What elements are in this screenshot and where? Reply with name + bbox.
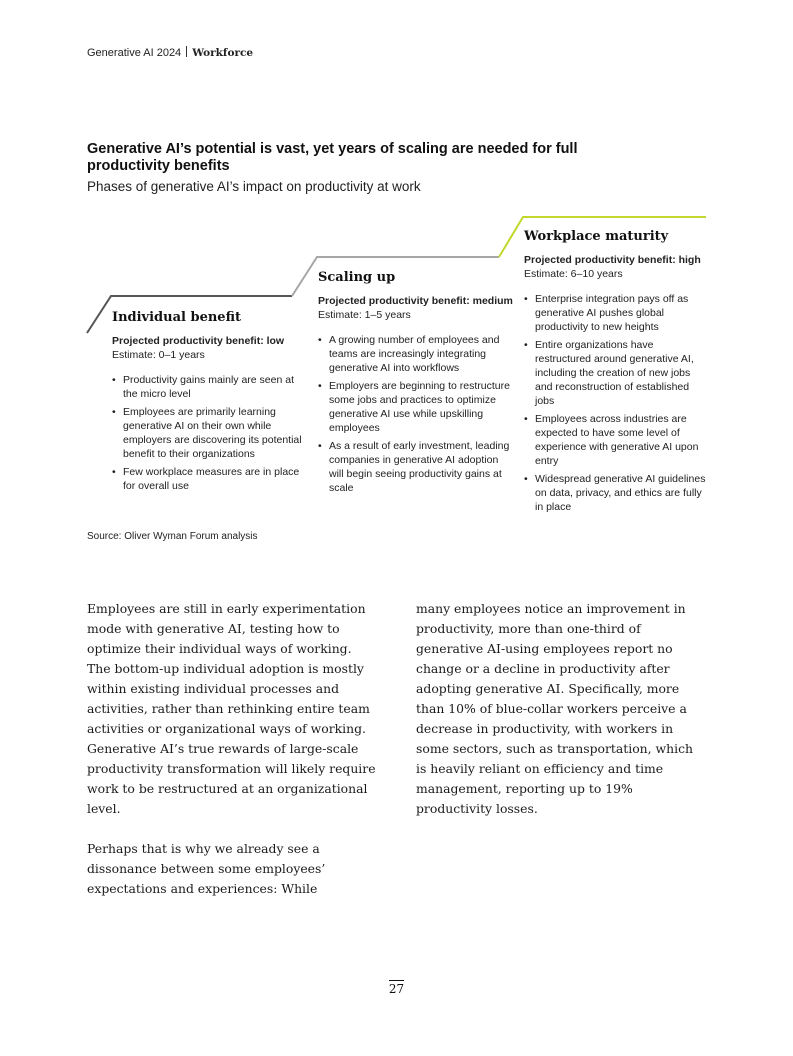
phase-bullet-list — [524, 292, 710, 514]
body-paragraph: many employees notice an improvement in productivity, more than one-third of generative AI-using employees report no change or a decline in productivity after adopting generative AI. Specifically, more than 10% of blue-collar workers perceive a decrease in productivity, with workers in some sectors, such as transportation, which is heavily reliant on efficiency and time management, reporting up to 19% productivity losses. — [416, 601, 693, 816]
phase-bullet-list — [318, 333, 514, 495]
phase-bullet: • Enterprise integration pays off as generative AI pushes global productivity to new heights — [524, 292, 710, 334]
body-column-left — [87, 599, 377, 919]
phase-estimate: Estimate: 1–5 years — [318, 309, 411, 321]
figure-subtitle: Phases of generative AI’s impact on productivity at work — [87, 179, 421, 194]
report-name: Generative AI 2024 — [87, 47, 182, 59]
page-number — [0, 980, 793, 996]
phase-title: Scaling up — [318, 270, 396, 285]
figure-source: Source: Oliver Wyman Forum analysis — [87, 531, 258, 542]
phase-estimate: Estimate: 0–1 years — [112, 349, 205, 361]
phase-bullet: • Employees are primarily learning generative AI on their own while employers are discovering its potential benefit to their organizations — [112, 405, 302, 461]
body-paragraph: Perhaps that is why we already see a dissonance between some employees’ expectations and experiences: While — [87, 841, 326, 896]
page-number-value: 27 — [388, 982, 405, 996]
body-column-right — [416, 599, 706, 839]
section-name: Workforce — [192, 47, 254, 59]
phase-bullet: • As a result of early investment, leading companies in generative AI adoption will begin seeing productivity gains at scale — [318, 439, 514, 495]
phase-bullet: • Widespread generative AI guidelines on data, privacy, and ethics are fully in place — [524, 472, 710, 514]
phase-bullet: • A growing number of employees and teams are increasingly integrating generative AI into workflows — [318, 333, 514, 375]
phase-bullet: • Few workplace measures are in place for overall use — [112, 465, 302, 493]
phase-bullet: • Employees across industries are expected to have some level of experience with generative AI upon entry — [524, 412, 710, 468]
phase-bullet: • Entire organizations have restructured around generative AI, including the creation of new jobs and reconstruction of established jobs — [524, 338, 710, 408]
phase-bullet: • Employers are beginning to restructure some jobs and practices to optimize generative AI use while upskilling employees — [318, 379, 514, 435]
phase-benefit: Projected productivity benefit: medium — [318, 295, 513, 307]
phase-benefit: Projected productivity benefit: low — [112, 335, 285, 347]
phase-individual-benefit — [112, 311, 302, 497]
phase-bullet: • Productivity gains mainly are seen at the micro level — [112, 373, 302, 401]
phase-workplace-maturity — [524, 230, 710, 518]
phase-title: Workplace maturity — [524, 229, 669, 244]
body-paragraph: Employees are still in early experimentation mode with generative AI, testing how to optimize their individual ways of working. The bottom-up individual adoption is mostly within existing individual processes and activities, rather than rethinking entire team activities or organizational ways of working. Generative AI’s true rewards of large-scale productivity transformation will likely require work to be restructured at an organizational level. — [87, 601, 376, 816]
phase-bullet-list — [112, 373, 302, 493]
phase-title: Individual benefit — [112, 310, 242, 325]
phase-benefit: Projected productivity benefit: high — [524, 254, 701, 266]
figure-title: Generative AI’s potential is vast, yet years of scaling are needed for full productivity benefits — [87, 141, 578, 174]
phase-scaling-up — [318, 271, 514, 499]
phase-estimate: Estimate: 6–10 years — [524, 268, 623, 280]
